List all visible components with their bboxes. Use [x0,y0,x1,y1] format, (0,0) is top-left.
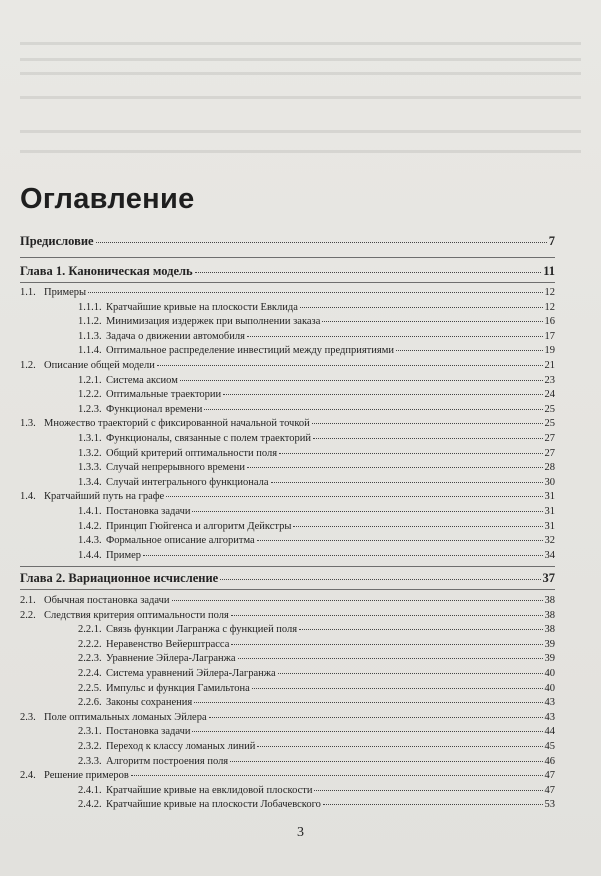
toc-subsection[interactable] [20,331,555,343]
toc-entry-text: Кратчайший путь на графе [44,491,165,503]
toc-entry-number: 2.4.2. [78,799,102,811]
toc-entry-number: 2.2. [20,609,36,621]
toc-page-number: 27 [544,433,555,444]
toc-page-number: 11 [543,264,555,278]
toc-entry-text: Кратчайшие кривые на плоскости Евклида [106,301,298,313]
toc-entry-text: Принцип Гюйгенса и алгоритм Дейкстры [106,520,292,532]
toc-entry-number: 2.3. [20,711,36,723]
toc-entry-number: 1.4.3. [78,535,102,547]
toc-page-number: 19 [544,345,555,357]
toc-section[interactable] [20,418,555,430]
toc-subsection[interactable] [20,756,555,768]
toc-entry-number: 1.2.1. [78,374,102,386]
toc-entry-number: 2.2.3. [78,653,102,665]
dot-leader [313,438,543,439]
dot-leader [192,731,542,732]
toc-entry-number: 1.3.4. [78,476,102,488]
toc-subsection[interactable] [20,697,555,709]
toc-entry-text: Неравенство Вейерштрасса [106,638,230,650]
dot-leader [252,688,543,689]
toc-page-number: 7 [548,234,555,248]
toc-page-number: 25 [544,403,555,415]
dot-leader [278,673,543,674]
toc-page-number: 28 [544,462,555,474]
toc-entry-text: Следствия критерия оптимальности поля [44,609,229,621]
toc-page-number: 40 [544,668,555,679]
page-number: 3 [297,825,304,840]
toc-entry-text: Оптимальное распределение инвестиций между предприятиями [106,345,394,357]
divider [20,589,555,590]
toc-entry-number: 1.1.3. [78,330,102,342]
dot-leader [166,496,542,497]
toc-entry-text: Минимизация издержек при выполнении заказа [106,316,321,328]
toc-entry-text: Функционалы, связанные с полем траекторий [106,433,311,444]
dot-leader [157,365,543,366]
toc-page-number: 47 [544,784,555,796]
toc-entry-text: Постановка задачи [106,726,191,738]
dot-leader [172,600,543,601]
toc-entry-number: 1.1.4. [78,345,102,357]
show-through-line [20,150,581,153]
toc-subsection[interactable] [20,639,555,651]
toc-subsection[interactable] [20,477,555,489]
divider [20,282,555,283]
toc-page-number: 31 [544,506,555,517]
toc-page-number: 39 [544,653,555,665]
toc-entry-text: Кратчайшие кривые на евклидовой плоскости [106,784,313,796]
toc-page-number: 23 [544,374,555,386]
toc-entry-text: Задача о движении автомобиля [106,330,245,342]
toc-entry-text: Импульс и функция Гамильтона [106,682,250,694]
dot-leader [230,761,542,762]
toc-entry-text: Связь функции Лагранжа с функцией поля [106,624,298,636]
toc-page-number: 31 [544,520,555,532]
dot-leader [247,467,543,468]
toc-entry-text: Функционал времени [106,403,203,415]
toc-entry-text: Оптимальные траектории [106,389,222,401]
toc-entry-number: 1.1.2. [78,316,102,328]
toc-entry-text: Предисловие [20,234,94,248]
toc-page-number: 43 [544,697,555,709]
toc-page-number: 27 [544,447,555,459]
toc-section[interactable] [20,712,555,724]
toc-page-number: 31 [544,491,555,503]
toc-subsection[interactable] [20,785,555,797]
toc-entry-text: Общий критерий оптимальности поля [106,447,278,459]
toc-title: Оглавление [20,183,195,215]
dot-leader [257,540,543,541]
toc-page-number: 12 [544,301,555,313]
chapter-title: Глава 1. Каноническая модель [20,264,193,278]
toc-page-number: 21 [544,360,555,371]
dot-leader [96,242,547,243]
dot-leader [247,336,543,337]
toc-subsection[interactable] [20,550,555,562]
toc-subsection[interactable] [20,506,555,518]
dot-leader [299,629,542,630]
toc-entry-number: 1.2.3. [78,403,102,415]
toc-entry-number: 1.3.2. [78,447,102,459]
show-through-line [20,58,581,61]
toc-page-number: 40 [544,682,555,694]
toc-entry-number: 2.3.1. [78,726,102,738]
toc-chapter[interactable] [20,571,555,585]
toc-entry-number: 2.2.2. [78,638,102,650]
toc-page-number: 16 [544,316,555,328]
toc-entry-text: Уравнение Эйлера-Лагранжа [106,653,236,665]
toc-page-number: 32 [544,535,555,547]
toc-section[interactable] [20,360,555,372]
toc-page-number: 44 [544,726,555,738]
toc-entry-text: Законы сохранения [106,697,193,709]
show-through-line [20,72,581,75]
toc-entry-text: Описание общей модели [44,360,155,371]
dot-leader [323,804,543,805]
toc-entry-number: 1.4.2. [78,520,102,532]
toc-entry-text: Система уравнений Эйлера-Лагранжа [106,668,276,679]
dot-leader [231,615,543,616]
toc-entry-text: Формальное описание алгоритма [106,535,255,547]
toc-page-number: 30 [544,476,555,488]
toc-entry-number: 2.4. [20,770,36,782]
toc-subsection[interactable] [20,302,555,314]
toc-subsection[interactable] [20,683,555,695]
dot-leader [279,453,542,454]
toc-section[interactable] [20,491,555,503]
show-through-line [20,96,581,99]
toc-entry-text: Примеры [44,287,87,298]
toc-entry-text: Пример [106,549,142,561]
toc-subsection[interactable] [20,375,555,387]
toc-entry-number: 1.1. [20,287,36,298]
toc-entry-number: 1.3.1. [78,433,102,444]
dot-leader [257,746,542,747]
dot-leader [293,526,542,527]
dot-leader [231,644,542,645]
toc-entry-text: Поле оптимальных ломаных Эйлера [44,711,207,723]
toc-subsection[interactable] [20,462,555,474]
toc-subsection[interactable] [20,741,555,753]
toc-entry-text: Случай непрерывного времени [106,462,245,474]
dot-leader [192,511,542,512]
toc-section[interactable] [20,770,555,782]
toc-entry-number: 1.2. [20,360,36,371]
dot-leader [396,350,543,351]
dot-leader [300,307,543,308]
toc-subsection[interactable] [20,389,555,401]
dot-leader [180,380,543,381]
dot-leader [204,409,542,410]
toc-entry-number: 1.3.3. [78,462,102,474]
toc-section[interactable] [20,287,555,299]
toc-entry-number: 2.2.4. [78,668,102,679]
toc-page-number: 38 [544,609,555,621]
toc-subsection[interactable] [20,668,555,680]
dot-leader [314,790,542,791]
toc-section[interactable] [20,610,555,622]
toc-entry-number: 2.2.6. [78,697,102,709]
toc-page-number: 25 [544,418,555,430]
dot-leader [238,658,543,659]
dot-leader [195,272,542,273]
toc-entry-text: Система аксиом [106,374,178,386]
toc-entry-text: Обычная постановка задачи [44,595,170,606]
toc-page-number: 45 [544,741,555,752]
toc-subsection[interactable] [20,799,555,811]
toc-entry-number: 2.3.2. [78,741,102,752]
divider [20,257,555,258]
toc-subsection[interactable] [20,448,555,460]
dot-leader [271,482,543,483]
toc-entry-text: Алгоритм построения поля [106,755,229,767]
toc-page-number: 39 [544,638,555,650]
dot-leader [322,321,542,322]
dot-leader [131,775,543,776]
toc-subsection[interactable] [20,345,555,357]
toc-entry-number: 2.4.1. [78,784,102,796]
toc-page-number: 17 [544,330,555,342]
toc-subsection[interactable] [20,653,555,665]
dot-leader [194,702,542,703]
toc-entry-number: 2.2.5. [78,682,102,694]
toc-page-number: 43 [544,711,555,723]
toc-entry-number: 1.4.1. [78,506,102,517]
toc-page-number: 38 [544,624,555,636]
toc-page-number: 34 [544,549,555,561]
toc-subsection[interactable] [20,316,555,328]
toc-subsection[interactable] [20,404,555,416]
toc-entry-number: 1.1.1. [78,301,102,313]
toc-entry-text: Решение примеров [44,770,129,782]
toc-page-number: 53 [544,799,555,811]
toc-subsection[interactable] [20,624,555,636]
toc-entry-text: Множество траекторий с фиксированной начальной точкой [44,418,310,430]
dot-leader [220,579,540,580]
toc-entry-text: Переход к классу ломаных линий [106,741,256,752]
toc-entry-number: 2.3.3. [78,755,102,767]
toc-page-number: 47 [544,770,555,782]
show-through-line [20,130,581,133]
toc-subsection[interactable] [20,726,555,738]
toc-subsection[interactable] [20,535,555,547]
toc-subsection[interactable] [20,521,555,533]
dot-leader [88,292,542,293]
toc-entry-text: Случай интегрального функционала [106,476,269,488]
toc-entry-text: Постановка задачи [106,506,191,517]
toc-entry-number: 1.4. [20,491,36,503]
toc-chapter[interactable] [20,264,555,278]
toc-entry-number: 1.3. [20,418,36,430]
toc-page-number: 24 [544,389,555,401]
chapter-title: Глава 2. Вариационное исчисление [20,571,219,585]
toc-entry-number: 1.2.2. [78,389,102,401]
toc-preface[interactable] [20,234,555,248]
toc-page-number: 12 [544,287,555,298]
toc-page-number: 38 [544,595,555,606]
toc-page-number: 37 [542,571,555,585]
toc-entry-number: 1.4.4. [78,549,102,561]
toc-entry-number: 2.2.1. [78,624,102,636]
show-through-line [20,42,581,45]
dot-leader [223,394,542,395]
toc-page-number: 46 [544,755,555,767]
toc-section[interactable] [20,595,555,607]
dot-leader [143,555,542,556]
divider [20,566,555,567]
dot-leader [312,423,543,424]
dot-leader [209,717,543,718]
toc-entry-text: Кратчайшие кривые на плоскости Лобачевского [106,799,321,811]
toc-subsection[interactable] [20,433,555,445]
toc-entry-number: 2.1. [20,595,36,606]
